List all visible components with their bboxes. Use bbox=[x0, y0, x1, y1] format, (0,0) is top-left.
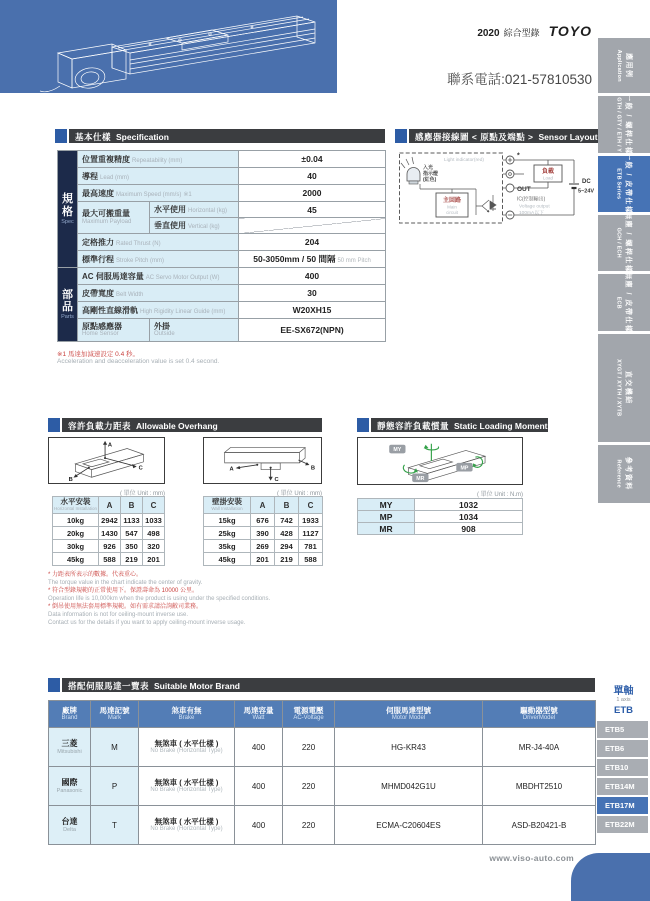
axis-label-b: B bbox=[68, 477, 73, 483]
spec-value-payload-horizontal: 45 bbox=[239, 202, 386, 218]
contact-phone: 聯系電話:021-57810530 bbox=[447, 72, 592, 87]
section-title-zh: 搭配伺服馬達一覽表 bbox=[68, 681, 150, 691]
section-title-en: Sensor Layout bbox=[538, 132, 598, 142]
spec-row-servo-output: 部品 Parts AC 伺服馬達容量 AC Servo Motor Output (W) 400 bbox=[58, 268, 386, 285]
series-nav-item-etb14m[interactable]: ETB14M bbox=[597, 778, 648, 795]
section-accent-square bbox=[48, 418, 60, 432]
tab-label-en: ETB Series bbox=[615, 168, 622, 200]
section-title-en: Specification bbox=[116, 132, 169, 142]
light-indicator-label: 入光 bbox=[423, 165, 434, 171]
section-title-zh: 靜態容許負載慣量 bbox=[377, 421, 450, 431]
svg-text:(紅色): (紅色) bbox=[423, 177, 437, 183]
spec-row-repeatability: 規格 Spec 位置重複精度 Repeatability (mm) ±0.04 bbox=[58, 151, 386, 168]
sidebar-tab-etb-series[interactable] bbox=[598, 153, 650, 215]
section-title-zh: 容許負載力距表 bbox=[68, 421, 132, 431]
svg-text:負載: 負載 bbox=[541, 169, 555, 175]
spec-row-max-speed: 最高速度 Maximum Speed (mm/s) ※1 2000 bbox=[58, 185, 386, 202]
moment-section-header bbox=[357, 418, 548, 432]
shield-terminal-icon bbox=[506, 170, 514, 178]
table-row: 35kg 269 294 781 bbox=[204, 540, 323, 553]
axis-label-a: A bbox=[229, 466, 234, 473]
hero-image bbox=[0, 0, 337, 93]
sidebar-tab-gch-ech[interactable] bbox=[598, 212, 650, 274]
terminals bbox=[503, 156, 514, 219]
table-row: 45kg 588 219 201 bbox=[53, 553, 165, 566]
spec-row-linear-guide: 高剛性直線滑軌 High Rigidity Linear Guide (mm) W20XH15 bbox=[58, 302, 386, 319]
spec-table bbox=[57, 150, 386, 342]
motor-row-mitsubishi: 三菱 Mitsubishi M 無煞車 ( 水平仕樣 ) No Brake (Horizontal Type) 400 220 HG-KR43 MR-J4-40A bbox=[49, 728, 596, 767]
spec-value-repeatability: ±0.04 bbox=[239, 151, 386, 168]
spec-value-lead: 40 bbox=[239, 168, 386, 185]
tab-label-en: GTH / GTY / ETH / Y bbox=[615, 97, 622, 152]
overhang-section-header bbox=[48, 418, 322, 432]
spec-section-header bbox=[55, 129, 385, 143]
spec-value-linear-guide: W20XH15 bbox=[239, 302, 386, 319]
svg-text:*: * bbox=[517, 152, 520, 160]
moment-diagram bbox=[357, 437, 523, 485]
tab-label-en: Reference bbox=[615, 459, 622, 489]
table-header-row: 水平安裝 Horizontal Installation A B C bbox=[53, 497, 165, 514]
series-nav-item-etb6[interactable]: ETB6 bbox=[597, 740, 648, 757]
series-name: ETB bbox=[614, 704, 633, 716]
section-accent-square bbox=[55, 129, 67, 143]
section-accent-square bbox=[395, 129, 407, 143]
sidebar-tab-gth-gty-eth-y[interactable] bbox=[598, 93, 650, 156]
note-line: The torque value in the chart indicate the center of gravity. bbox=[48, 580, 203, 586]
table-row: 15kg 676 742 1933 bbox=[204, 514, 323, 527]
tab-label-en: Application bbox=[615, 49, 622, 82]
section-accent-square bbox=[357, 418, 369, 432]
axis-label-b: B bbox=[310, 465, 316, 472]
svg-text:5~24V: 5~24V bbox=[578, 188, 595, 195]
axis-label-c: C bbox=[274, 477, 279, 483]
tab-label-zh: 應用例 bbox=[624, 52, 632, 79]
note-line: * 力距表所表示的數據。代表重心。 bbox=[48, 572, 143, 578]
spec-row-payload-horizontal: 最大可搬重量 Maximum Payload 水平使用 Horizontal (kg) 45 bbox=[58, 202, 386, 218]
note-line: Operation life is 10,000km when the product is using under the specified conditions. bbox=[48, 596, 271, 602]
table-header-row: 廠牌 Brand 馬達記號 Mark 煞車有無 Brake 馬達容量 Watt 電源電壓 AC-Voltage 伺服馬達型號 Motor Model 驅動器型號 DriverModel bbox=[49, 701, 596, 728]
table-row: MR 908 bbox=[358, 523, 523, 535]
spec-value-home-sensor: EE-SX672(NPN) bbox=[239, 319, 386, 342]
motor-section-header bbox=[48, 678, 595, 692]
website-label: www.viso-auto.com bbox=[489, 853, 574, 863]
svg-text:Load: Load bbox=[542, 175, 554, 181]
spec-row-belt-width: 皮帶寬度 Belt Width 30 bbox=[58, 285, 386, 302]
spec-value-payload-vertical bbox=[239, 218, 386, 234]
table-row: 25kg 390 428 1127 bbox=[204, 527, 323, 540]
overhang-horizontal-diagram bbox=[48, 437, 165, 484]
spec-row-lead: 導程 Lead (mm) 40 bbox=[58, 168, 386, 185]
section-title-zh: 基本仕樣 bbox=[75, 132, 112, 142]
tab-label-zh: 一般 / 螺桿仕樣 bbox=[624, 93, 632, 156]
mp-badge: MP bbox=[460, 465, 469, 472]
note-line: * 符合型錄規範的正常使用下。保證壽命為 10000 公里。 bbox=[48, 588, 199, 594]
dc-supply-icon bbox=[569, 179, 594, 195]
note-line: * 倒吊使用無法套用標準規範。如有需求請洽詢敝司業務。 bbox=[48, 604, 203, 610]
series-title-zh: 單軸 bbox=[613, 686, 634, 697]
spec-footnote-en: Acceleration and deacceleration value is set 0.4 second. bbox=[57, 358, 220, 365]
svg-text:指示燈: 指示燈 bbox=[423, 171, 439, 177]
corner-decoration bbox=[571, 853, 650, 901]
series-nav-item-etb10[interactable]: ETB10 bbox=[597, 759, 648, 776]
spec-row-stroke: 標準行程 Stroke Pitch (mm) 50-3050mm / 50 間隔 50 mm Pitch bbox=[58, 251, 386, 268]
catalog-title bbox=[477, 23, 592, 41]
section-accent-square bbox=[48, 678, 60, 692]
svg-text:Light indicator(red): Light indicator(red) bbox=[444, 158, 484, 163]
motor-table bbox=[48, 700, 596, 845]
spec-footnote-zh: ※1 馬達加減速設定 0.4 秒。 bbox=[57, 351, 140, 358]
overhang-wall-diagram bbox=[203, 437, 322, 484]
series-nav-item-etb22m[interactable]: ETB22M bbox=[597, 816, 648, 833]
sidebar-tab-reference[interactable] bbox=[598, 445, 650, 503]
motor-row-delta: 台達 Delta T 無煞車 ( 水平仕樣 ) No Brake (Horizontal Type) 400 220 ECMA-C20604ES ASD-B20421-B bbox=[49, 806, 596, 845]
tab-label-en: GCH / ECH bbox=[615, 227, 622, 259]
catalog-label: 綜合型錄 bbox=[503, 28, 540, 38]
overhang-notes bbox=[48, 571, 270, 627]
table-row: 45kg 201 219 588 bbox=[204, 553, 323, 566]
spec-group-spec: 規格 Spec bbox=[58, 151, 78, 268]
series-nav-item-etb17m[interactable]: ETB17M bbox=[597, 797, 648, 814]
svg-text:主回路: 主回路 bbox=[442, 198, 462, 204]
spec-row-payload-vertical: 垂直使用 Vertical (kg) bbox=[58, 218, 386, 234]
series-nav bbox=[597, 686, 650, 835]
actuator-line-art-icon bbox=[0, 0, 337, 93]
tab-label-zh: 直交機結 bbox=[624, 371, 632, 405]
moment-table bbox=[357, 498, 523, 535]
axis-label-c: C bbox=[138, 465, 143, 472]
tab-label-zh: 參考資料 bbox=[624, 457, 632, 491]
spec-row-home-sensor: 原點感應器 Home Sensor 外掛 Outside EE-SX672(NPN) bbox=[58, 319, 386, 342]
tab-label-en: XYGT / XYTH / XYTB bbox=[615, 359, 622, 417]
spec-value-belt-width: 30 bbox=[239, 285, 386, 302]
out-label: OUT bbox=[517, 186, 531, 193]
tab-label-zh: 一般 / 皮帶仕樣 bbox=[624, 153, 632, 215]
mr-badge: MR bbox=[416, 475, 425, 482]
load-box bbox=[534, 165, 562, 182]
catalog-year: 2020 bbox=[477, 28, 500, 39]
output-terminal-icon bbox=[506, 184, 514, 192]
overhang-horizontal-unit: ( 單位 Unit : mm) bbox=[120, 491, 165, 497]
table-row: 30kg 926 350 320 bbox=[53, 540, 165, 553]
axis-label-a: A bbox=[107, 442, 113, 449]
sidebar-tab-ecb[interactable] bbox=[598, 271, 650, 334]
overhang-horizontal-table bbox=[52, 496, 165, 566]
section-title-en: Allowable Overhang bbox=[136, 421, 218, 431]
table-header-row: 壁掛安裝 Wall Installation A B C bbox=[204, 497, 323, 514]
spec-row-thrust: 定格推力 Rated Thrust (N) 204 bbox=[58, 234, 386, 251]
section-title-en: Suitable Motor Brand bbox=[154, 681, 240, 691]
svg-text:100mA以下: 100mA以下 bbox=[519, 211, 544, 216]
section-title-zh: 感應器接線圖 < 原點及端點 > bbox=[415, 132, 534, 142]
my-badge: MY bbox=[393, 447, 402, 454]
sensor-circuit-diagram bbox=[398, 149, 595, 227]
svg-text:IC(控制輸出): IC(控制輸出) bbox=[517, 196, 546, 203]
sidebar-tab-xygt-xyth-xytb[interactable] bbox=[598, 334, 650, 442]
toyo-logo: TOYO bbox=[548, 23, 592, 39]
svg-text:Main: Main bbox=[447, 204, 457, 210]
spec-value-thrust: 204 bbox=[239, 234, 386, 251]
spec-group-parts: 部品 Parts bbox=[58, 268, 78, 342]
motor-row-panasonic: 國際 Panasonic P 無煞車 ( 水平仕樣 ) No Brake (Horizontal Type) 400 220 MHMD042G1U MBDHT2510 bbox=[49, 767, 596, 806]
svg-text:DC: DC bbox=[582, 179, 591, 185]
table-row: MY 1032 bbox=[358, 499, 523, 511]
spec-value-servo-output: 400 bbox=[239, 268, 386, 285]
sensor-section-header bbox=[395, 129, 598, 143]
sidebar-tab-application[interactable] bbox=[598, 38, 650, 93]
series-nav-item-etb5[interactable]: ETB5 bbox=[597, 721, 648, 738]
table-row: MP 1034 bbox=[358, 511, 523, 523]
sidebar bbox=[598, 38, 650, 506]
main-circuit-box bbox=[436, 193, 468, 217]
spec-value-max-speed: 2000 bbox=[239, 185, 386, 202]
series-title-en: 1 axis bbox=[616, 697, 631, 703]
tab-label-en: ECB bbox=[615, 296, 622, 309]
svg-text:circuit: circuit bbox=[446, 210, 458, 215]
overhang-wall-unit: ( 單位 Unit : mm) bbox=[277, 491, 322, 497]
spec-value-stroke: 50-3050mm / 50 間隔 50 mm Pitch bbox=[239, 251, 386, 268]
table-row: 20kg 1430 547 498 bbox=[53, 527, 165, 540]
section-title-en: Static Loading Moment bbox=[454, 421, 548, 431]
svg-text:Voltage output: Voltage output bbox=[519, 204, 550, 210]
table-row: 10kg 2942 1133 1033 bbox=[53, 514, 165, 527]
note-line: Data information is not for ceiling-mount inverse use. bbox=[48, 612, 189, 618]
overhang-wall-table bbox=[203, 496, 323, 566]
note-line: Contact us for the details if you want to apply ceiling-mount inverse usage. bbox=[48, 620, 246, 626]
tab-label-zh: 無塵 / 皮帶仕樣 bbox=[624, 271, 632, 334]
tab-label-zh: 無塵 / 螺桿仕樣 bbox=[624, 212, 632, 274]
moment-unit: ( 單位 Unit : N.m) bbox=[477, 492, 523, 498]
